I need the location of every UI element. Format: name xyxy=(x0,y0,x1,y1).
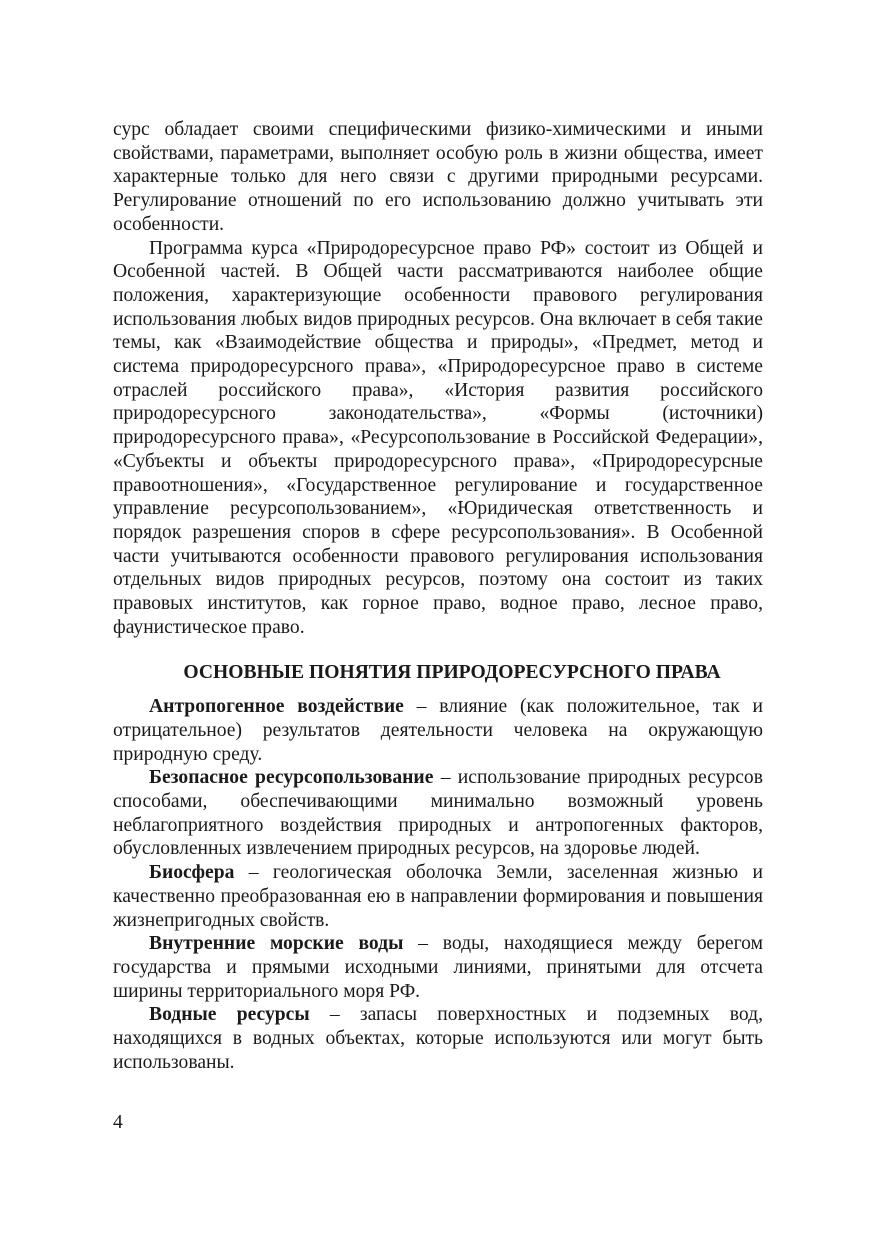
definition-text: – воды, находящиеся между берегом государства и прямыми исходными линиями, принятыми для отсчета ширины территориального моря РФ. xyxy=(113,933,763,1002)
definition-term: Безопасное ресурсопользование xyxy=(149,767,434,789)
definition-paragraph xyxy=(113,1003,763,1074)
definition-term: Биосфера xyxy=(149,862,235,884)
definition-text: – влияние (как положительное, так и отрицательное) результатов деятельности человека на окружающую природную среду. xyxy=(113,696,763,765)
section-heading: ОСНОВНЫЕ ПОНЯТИЯ ПРИРОДОРЕСУРСНОГО ПРАВА xyxy=(183,662,721,684)
definition-term: Водные ресурсы xyxy=(149,1004,310,1026)
definition-term: Антропогенное воздействие xyxy=(149,696,404,718)
definition-text: – запасы поверхностных и подземных вод, находящихся в водных объектах, которые используются или могут быть использованы. xyxy=(113,1004,764,1073)
definition-text: – использование природных ресурсов способами, обеспечивающими минимально возможный уровень неблагоприятного воздействия природных и антропогенных факторов, обусловленных извлечением природных ресурсов, на здоровье людей. xyxy=(113,767,763,860)
definition-paragraph xyxy=(113,932,763,1003)
page-number: 4 xyxy=(113,1112,123,1133)
intro-paragraph-continuation: сурс обладает своими специфическими физико-химическими и иными свойствами, параметрами, выполняет особую роль в жизни общества, имеет характерные только для него связи с другими природными ресурсами. Регулирование отношений по его использованию должно учитывать эти особенности. xyxy=(113,119,763,235)
page-body xyxy=(113,118,763,1074)
definition-text: – геологическая оболочка Земли, заселенная жизнью и качественно преобразованная ею в направлении формирования и повышения жизнепригодных свойств. xyxy=(113,862,763,931)
definition-paragraph xyxy=(113,766,763,861)
definition-term: Внутренние морские воды xyxy=(149,933,404,955)
definition-paragraph xyxy=(113,695,763,766)
intro-paragraph-program: Программа курса «Природоресурсное право РФ» состоит из Общей и Особенной частей. В Общей части рассматриваются наиболее общие положения, характеризующие особенности правового регулирования использования любых видов природных ресурсов. Она включает в себя такие темы, как «Взаимодействие общества и природы», «Предмет, метод и система природоресурсного права», «Природоресурсное право в системе отраслей российского права», «История развития российского природоресурсного законодательства», «Формы (источники) природоресурсного права», «Ресурсопользование в Российской Федерации», «Субъекты и объекты природоресурсного права», «Природоресурсные правоотношения», «Государственное регулирование и государственное управление ресурсопользованием», «Юридическая ответственность и порядок разрешения споров в сфере ресурсопользования». В Особенной части учитываются особенности правового регулирования использования отдельных видов природных ресурсов, поэтому она состоит из таких правовых институтов, как горное право, водное право, лесное право, фаунистическое право. xyxy=(113,237,763,638)
definition-paragraph xyxy=(113,861,763,932)
